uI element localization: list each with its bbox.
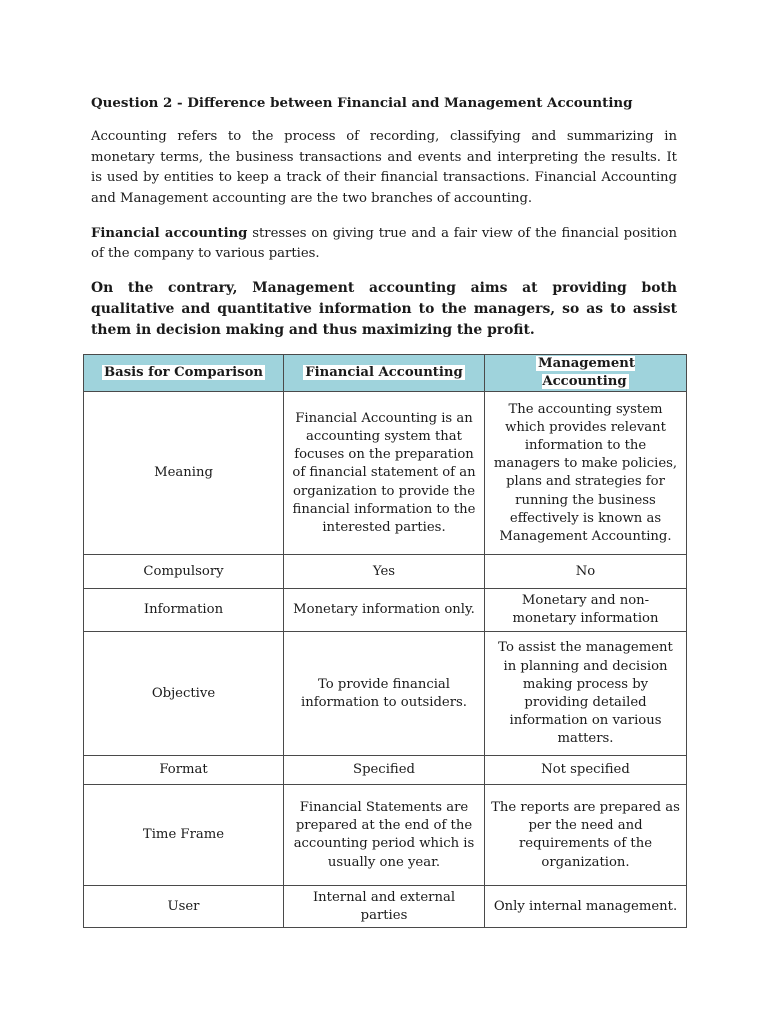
- financial-accounting-term: Financial accounting: [91, 226, 248, 241]
- row-financial: Yes: [284, 555, 485, 589]
- table-row: [84, 555, 687, 589]
- row-management: The reports are prepared as per the need and requirements of the organization.: [485, 785, 687, 886]
- row-basis: Compulsory: [84, 555, 284, 589]
- row-financial: Internal and external parties: [284, 886, 485, 928]
- row-financial: To provide financial information to outsiders.: [284, 632, 485, 756]
- table-row: [84, 756, 687, 785]
- table-row: [84, 632, 687, 756]
- row-basis: Format: [84, 756, 284, 785]
- row-basis: Objective: [84, 632, 284, 756]
- table-row: [84, 886, 687, 928]
- row-management: Only internal management.: [485, 886, 687, 928]
- comparison-table: [83, 354, 687, 928]
- table-header-row: [84, 355, 687, 392]
- row-financial: Specified: [284, 756, 485, 785]
- table-row: [84, 589, 687, 632]
- row-financial: Monetary information only.: [284, 589, 485, 632]
- row-financial: Financial Accounting is an accounting system that focuses on the preparation of financial statement of an organization to provide the financial information to the interested parties.: [284, 392, 485, 555]
- header-financial: Financial Accounting: [284, 355, 485, 392]
- management-accounting-paragraph: On the contrary, Management accounting aims at providing both qualitative and quantitative information to the managers, so as to assist them in decision making and thus maximizing the profit.: [91, 280, 677, 338]
- row-management: No: [485, 555, 687, 589]
- row-basis: Meaning: [84, 392, 284, 555]
- row-basis: Time Frame: [84, 785, 284, 886]
- row-management: Monetary and non-monetary information: [485, 589, 687, 632]
- header-management: Management Accounting: [485, 355, 687, 392]
- row-management: To assist the management in planning and decision making process by providing detailed information on various matters.: [485, 632, 687, 756]
- intro-paragraph: Accounting refers to the process of recording, classifying and summarizing in monetary terms, the business transactions and events and interpreting the results. It is used by entities to keep a track of their financial transactions. Financial Accounting and Management accounting are the two branches of accounting.: [91, 129, 677, 206]
- page-title: Question 2 - Difference between Financial and Management Accounting: [91, 95, 633, 111]
- row-management: Not specified: [485, 756, 687, 785]
- row-basis: Information: [84, 589, 284, 632]
- row-financial: Financial Statements are prepared at the end of the accounting period which is usually one year.: [284, 785, 485, 886]
- financial-accounting-description: stresses on giving true and a fair view of the financial position of the company to various parties.: [91, 226, 677, 262]
- table-row: [84, 785, 687, 886]
- row-basis: User: [84, 886, 284, 928]
- header-basis: Basis for Comparison: [84, 355, 284, 392]
- table-row: [84, 392, 687, 555]
- financial-accounting-paragraph: [91, 224, 677, 265]
- row-management: The accounting system which provides relevant information to the managers to make policies, plans and strategies for running the business effectively is known as Management Accounting.: [485, 392, 687, 555]
